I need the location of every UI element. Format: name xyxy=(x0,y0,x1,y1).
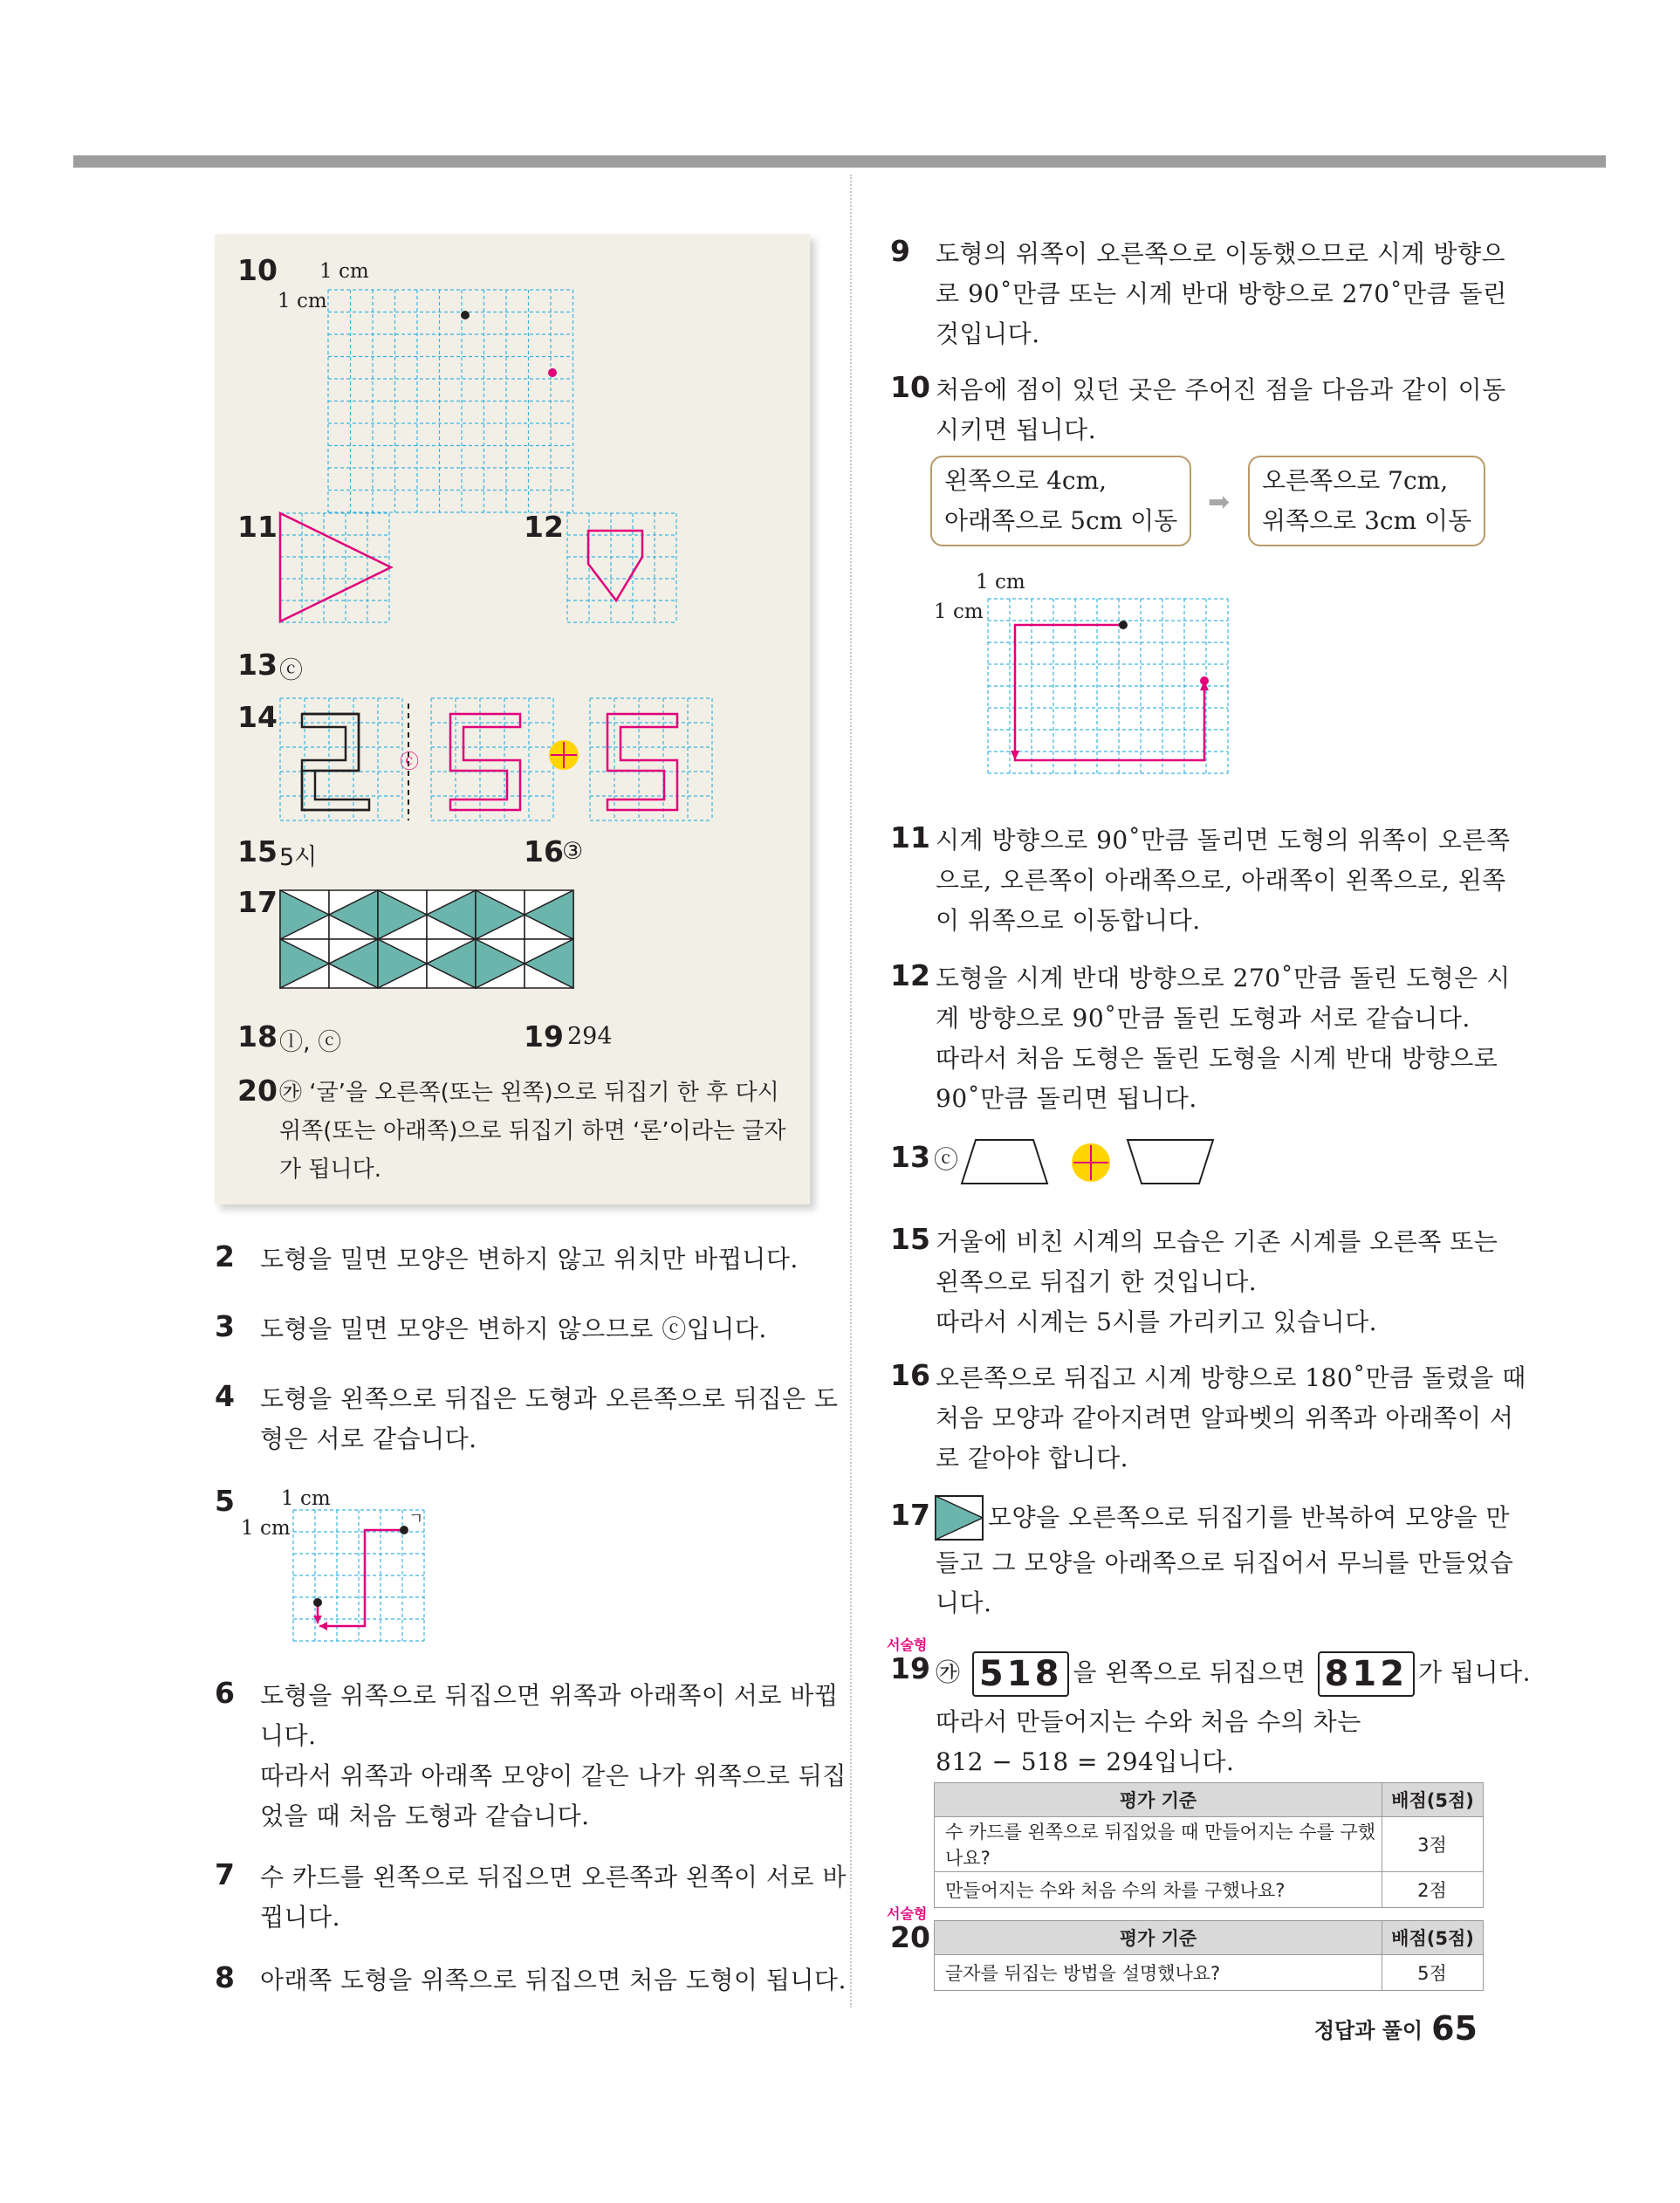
right-q17-line: 모양을 오른쪽으로 뒤집기를 반복하여 모양을 만 xyxy=(988,1503,1510,1532)
left-q7-line: 뀝니다. xyxy=(260,1903,341,1932)
right-q17-number: 17 xyxy=(890,1498,930,1532)
left-q5-dot-a xyxy=(400,1526,408,1534)
q17-number: 17 xyxy=(237,885,278,919)
right-q10-grid xyxy=(925,567,1239,803)
right-q11-line: 이 위쪽으로 이동합니다. xyxy=(936,906,1201,935)
right-q12-line: 90˚만큼 돌리면 됩니다. xyxy=(936,1084,1197,1113)
right-q13-number: 13 xyxy=(890,1140,930,1174)
right-q19-mid: 을 왼쪽으로 뒤집으면 xyxy=(1073,1657,1306,1687)
right-q16-line: 로 같아야 합니다. xyxy=(936,1444,1129,1472)
right-q10-arrow-icon: ➡ xyxy=(1208,487,1231,518)
q11-number: 11 xyxy=(237,510,278,544)
right-q10-unit-x: 1 cm xyxy=(976,571,1025,594)
q18-answer: ⓛ, ⓒ xyxy=(279,1029,342,1056)
score-header: 배점(5점) xyxy=(1382,1783,1484,1817)
left-q6-line: 따라서 위쪽과 아래쪽 모양이 같은 나가 위쪽으로 뒤집 xyxy=(260,1761,847,1790)
right-q10-hint-box-2: 오른쪽으로 7cm, 위쪽으로 3cm 이동 xyxy=(1248,456,1485,546)
right-q10-path xyxy=(1015,625,1204,760)
right-q11-line: 시계 방향으로 90˚만큼 돌리면 도형의 위쪽이 오른쪽 xyxy=(936,826,1511,854)
top-bar xyxy=(73,155,1606,168)
right-q20-tag: 서술형 xyxy=(887,1905,928,1922)
left-q2-number: 2 xyxy=(215,1239,235,1273)
right-q11-line: 으로, 오른쪽이 아래쪽으로, 아래쪽이 왼쪽으로, 왼쪽 xyxy=(936,866,1506,895)
q19-number: 19 xyxy=(524,1019,564,1053)
right-q17-line: 니다. xyxy=(936,1589,992,1617)
left-q5-dot-b xyxy=(313,1598,322,1607)
right-q19-line: 812 − 518 = 294입니다. xyxy=(936,1747,1235,1776)
left-q8-number: 8 xyxy=(215,1960,235,1994)
left-q3-number: 3 xyxy=(215,1309,235,1343)
right-q17-line: 들고 그 모양을 아래쪽으로 뒤집어서 무늬를 만들었습 xyxy=(936,1548,1514,1577)
q13-number: 13 xyxy=(237,648,278,682)
left-q5-unit-y: 1 cm xyxy=(241,1517,291,1540)
right-q19-prefix: ㉮ xyxy=(936,1657,961,1687)
right-q19-card-518: 518 xyxy=(972,1651,1070,1697)
left-q5-path xyxy=(319,1530,404,1626)
right-q10-line: 처음에 점이 있던 곳은 주어진 점을 다음과 같이 이동 xyxy=(936,375,1506,404)
right-q19-criteria-table xyxy=(934,1782,1484,1908)
left-q5-number: 5 xyxy=(215,1484,235,1518)
right-q10-unit-y: 1 cm xyxy=(934,601,984,623)
criteria-header: 평가 기준 xyxy=(935,1921,1382,1955)
q15-number: 15 xyxy=(237,834,278,868)
left-q5-grid xyxy=(215,1484,477,1658)
left-q6-line: 니다. xyxy=(260,1721,317,1750)
right-q11-number: 11 xyxy=(890,820,930,854)
right-q15-line: 왼쪽으로 뒤집기 한 것입니다. xyxy=(936,1267,1258,1296)
left-q4-line: 형은 서로 같습니다. xyxy=(260,1424,477,1453)
q15-answer: 5시 xyxy=(279,844,318,871)
right-q9-line: 로 90˚만큼 또는 시계 반대 방향으로 270˚만큼 돌린 xyxy=(936,279,1507,308)
right-q20-number: 20 xyxy=(890,1920,930,1954)
left-q7-line: 수 카드를 왼쪽으로 뒤집으면 오른쪽과 왼쪽이 서로 바 xyxy=(260,1863,847,1891)
left-q5-unit-x: 1 cm xyxy=(281,1487,331,1510)
right-q19-tag: 서술형 xyxy=(887,1637,928,1653)
left-q4-number: 4 xyxy=(215,1379,235,1413)
left-q6-line: 도형을 위쪽으로 뒤집으면 위쪽과 아래쪽이 서로 바뀝 xyxy=(260,1681,839,1710)
right-q10-hint-box-1: 왼쪽으로 4cm, 아래쪽으로 5cm 이동 xyxy=(930,456,1191,546)
right-q9-number: 9 xyxy=(890,234,910,268)
right-q12-number: 12 xyxy=(890,958,930,992)
answer-panel xyxy=(215,234,810,1204)
page-number: 65 xyxy=(1431,2009,1478,2048)
right-q13-figure xyxy=(960,1135,1222,1196)
right-q17-tile-icon xyxy=(934,1494,986,1543)
right-q19-number: 19 xyxy=(890,1651,930,1685)
q14-number: 14 xyxy=(237,700,278,734)
q19-answer: 294 xyxy=(567,1023,613,1050)
right-q13-trapezoid-b xyxy=(1128,1140,1213,1184)
left-q6-number: 6 xyxy=(215,1676,235,1710)
right-q19-suffix: 가 됩니다. xyxy=(1418,1657,1532,1687)
table-row: 만들어지는 수와 처음 수의 차를 구했나요? 2점 xyxy=(935,1872,1484,1908)
right-q19-line: 따라서 만들어지는 수와 처음 수의 차는 xyxy=(936,1707,1361,1736)
q16-answer: ③ xyxy=(562,838,584,865)
footer-label: 정답과 풀이 xyxy=(1313,2018,1423,2043)
q12-number: 12 xyxy=(524,510,564,544)
criteria-header: 평가 기준 xyxy=(935,1783,1382,1817)
page-footer xyxy=(1314,2009,1478,2048)
right-q12-line: 계 방향으로 90˚만큼 돌린 도형과 서로 같습니다. xyxy=(936,1004,1471,1033)
q10-unit-y: 1 cm xyxy=(278,290,327,312)
right-q12-line: 도형을 시계 반대 방향으로 270˚만큼 돌린 도형은 시 xyxy=(936,964,1511,992)
right-q10-line: 시키면 됩니다. xyxy=(936,415,1097,444)
left-q4-line: 도형을 왼쪽으로 뒤집은 도형과 오른쪽으로 뒤집은 도 xyxy=(260,1384,839,1413)
left-q3-line: 도형을 밀면 모양은 변하지 않으므로 ⓒ입니다. xyxy=(260,1314,767,1343)
right-q10-number: 10 xyxy=(890,370,930,404)
table-row: 글자를 뒤집는 방법을 설명했나요? 5점 xyxy=(935,1955,1484,1991)
q20-number: 20 xyxy=(237,1074,278,1108)
table-row: 수 카드를 왼쪽으로 뒤집었을 때 만들어지는 수를 구했나요? 3점 xyxy=(935,1817,1484,1872)
right-q15-number: 15 xyxy=(890,1222,930,1256)
q20-text: ㉮ ‘굴’을 오른쪽(또는 왼쪽)으로 뒤집기 한 후 다시 위쪽(또는 아래쪽)으로 뒤집기 하면 ‘론’이라는 글자 가 됩니다. xyxy=(279,1080,786,1183)
left-q8-line: 아래쪽 도형을 위쪽으로 뒤집으면 처음 도형이 됩니다. xyxy=(260,1966,847,1994)
q13-answer: ⓒ xyxy=(279,657,303,684)
right-q13-trapezoid-a xyxy=(962,1140,1047,1184)
q14-mark: ⓒ xyxy=(400,751,420,773)
right-q13-answer: ⓒ xyxy=(934,1145,959,1174)
q16-number: 16 xyxy=(524,834,564,868)
q10-unit-x: 1 cm xyxy=(319,260,369,283)
q18-number: 18 xyxy=(237,1019,278,1053)
left-q7-number: 7 xyxy=(215,1857,235,1891)
right-q10-dot-start xyxy=(1119,621,1128,629)
right-q9-line: 도형의 위쪽이 오른쪽으로 이동했으므로 시계 방향으 xyxy=(936,239,1506,268)
q10-number: 10 xyxy=(237,253,278,287)
right-q10-dot-end xyxy=(1200,676,1209,685)
right-q12-line: 따라서 처음 도형은 돌린 도형을 시계 반대 방향으로 xyxy=(936,1044,1498,1073)
left-q6-line: 었을 때 처음 도형과 같습니다. xyxy=(260,1802,590,1830)
right-q15-line: 거울에 비친 시계의 모습은 기존 시계를 오른쪽 또는 xyxy=(936,1227,1498,1256)
right-q16-line: 오른쪽으로 뒤집고 시계 방향으로 180˚만큼 돌렸을 때 xyxy=(936,1363,1526,1392)
q17-pattern xyxy=(215,234,810,1002)
left-q5-corner: ㄱ xyxy=(408,1510,424,1528)
right-q16-number: 16 xyxy=(890,1358,930,1392)
score-header: 배점(5점) xyxy=(1382,1921,1484,1955)
right-q16-line: 처음 모양과 같아지려면 알파벳의 위쪽과 아래쪽이 서 xyxy=(936,1403,1514,1432)
left-q2-line: 도형을 밀면 모양은 변하지 않고 위치만 바뀝니다. xyxy=(260,1245,799,1273)
right-q19-card-812: 812 xyxy=(1318,1651,1416,1697)
right-q9-line: 것입니다. xyxy=(936,319,1040,348)
right-q20-criteria-table xyxy=(934,1920,1484,1991)
right-q15-line: 따라서 시계는 5시를 가리키고 있습니다. xyxy=(936,1307,1378,1336)
column-divider xyxy=(850,175,852,2007)
